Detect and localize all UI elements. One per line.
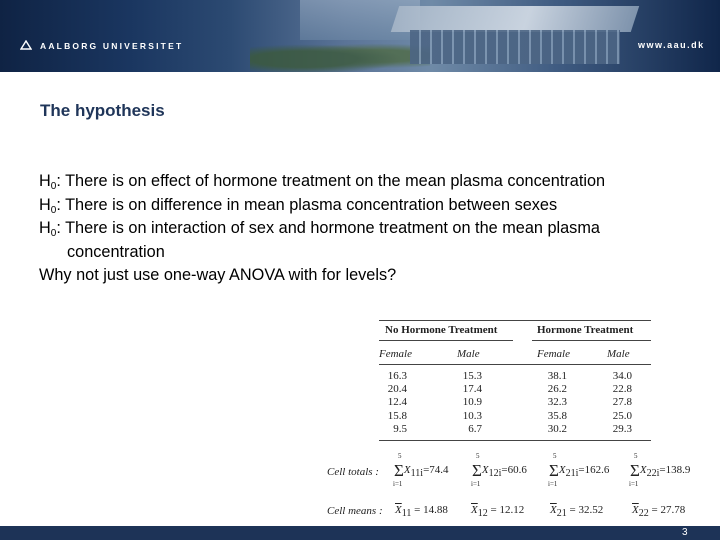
hypothesis-3	[39, 217, 699, 241]
page-number: 3	[682, 527, 688, 538]
total-subscript: 11i	[410, 468, 424, 479]
mean-subscript: 11	[401, 508, 412, 519]
summation-icon	[629, 452, 640, 488]
mean-subscript: 21	[556, 508, 567, 519]
table-cell: 10.3	[462, 409, 482, 422]
mean-subscript: 12	[477, 508, 488, 519]
university-logo-icon	[20, 40, 32, 50]
column-male-no-hormone	[452, 370, 482, 436]
banner-building-roof	[391, 6, 639, 32]
sum-lower-limit: i=1	[393, 480, 403, 488]
hypothesis-2-text: : There is on difference in mean plasma concentration between sexes	[56, 195, 558, 214]
total-var: X	[639, 464, 647, 476]
cell-total-22	[629, 452, 691, 488]
group-header-hormone: Hormone Treatment	[537, 324, 634, 336]
university-name: AALBORG UNIVERSITET	[40, 41, 184, 51]
table-cell: 16.3	[387, 370, 407, 382]
cell-total-11	[393, 452, 449, 488]
table-cell: 10.9	[462, 396, 482, 409]
mean-value: = 14.88	[414, 504, 448, 516]
sigma-glyph: Σ	[472, 461, 482, 480]
cell-means-label: Cell means :	[327, 505, 383, 517]
summation-icon	[471, 452, 482, 488]
sigma-glyph: Σ	[549, 461, 559, 480]
h0-subscript: 0	[50, 228, 57, 239]
mean-var: $\overline{X}$	[471, 504, 478, 516]
cell-totals-label: Cell totals :	[327, 466, 379, 478]
total-subscript: 21i	[565, 468, 579, 479]
hypothesis-2	[39, 194, 699, 218]
subheader-rule	[379, 364, 651, 365]
table-cell: 12.4	[387, 396, 407, 409]
hypothesis-3-text: : There is on interaction of sex and hormone treatment on the mean plasma	[56, 219, 600, 237]
mean-value: = 27.78	[651, 504, 686, 516]
cell-mean-11	[395, 504, 448, 519]
table-cell: 27.8	[612, 396, 632, 409]
hypothesis-1-text: : There is on effect of hormone treatment on the mean plasma concentration	[56, 172, 606, 190]
mean-var: $\overline{X}$	[632, 504, 639, 516]
summation-icon	[393, 452, 404, 488]
table-cell: 17.4	[462, 383, 482, 396]
summation-icon	[548, 452, 559, 488]
sum-lower-limit: i=1	[548, 480, 558, 488]
footer-bar	[0, 526, 720, 540]
table-cell: 29.3	[612, 422, 632, 435]
group-rule-hormone	[532, 340, 651, 341]
mean-var: $\overline{X}$	[550, 504, 557, 516]
mean-value: = 32.52	[569, 504, 604, 516]
table-cell: 26.2	[547, 383, 567, 396]
anova-question: Why not just use one-way ANOVA with for levels?	[39, 266, 397, 284]
slide-title: The hypothesis	[40, 101, 165, 120]
h0-subscript: 0	[50, 204, 57, 216]
table-cell: 6.7	[468, 422, 482, 435]
total-value: =162.6	[578, 464, 610, 476]
hypotheses-list	[39, 170, 699, 288]
mean-value: = 12.12	[490, 504, 525, 516]
total-subscript: 12i	[488, 468, 502, 479]
subheader-male-1: Male	[457, 348, 480, 360]
h0-subscript: 0	[50, 181, 57, 192]
sum-lower-limit: i=1	[471, 480, 481, 488]
cell-total-12	[471, 452, 527, 488]
cell-mean-21	[550, 504, 604, 519]
sigma-glyph: Σ	[394, 461, 404, 480]
total-value: =138.9	[659, 464, 691, 476]
h0-symbol: H	[39, 219, 51, 237]
group-header-no-hormone: No Hormone Treatment	[385, 324, 498, 336]
group-rule-no-hormone	[379, 340, 513, 341]
sum-upper-limit: 5	[476, 452, 480, 460]
table-cell: 15.8	[387, 409, 407, 422]
sum-upper-limit: 5	[634, 452, 638, 460]
table-cell: 25.0	[612, 409, 632, 422]
table-cell: 9.5	[393, 422, 407, 435]
table-cell: 38.1	[547, 370, 567, 382]
column-male-hormone	[602, 370, 632, 436]
table-top-rule	[379, 320, 651, 321]
hypothesis-3-continued: concentration	[67, 242, 165, 261]
website-url: www.aau.dk	[638, 40, 705, 50]
sum-upper-limit: 5	[553, 452, 557, 460]
banner-trees	[250, 40, 430, 72]
table-cell: 30.2	[547, 422, 567, 435]
total-value: =74.4	[423, 464, 449, 476]
header-banner	[0, 0, 720, 72]
cell-mean-22	[632, 504, 686, 519]
table-cell: 15.3	[462, 370, 482, 382]
total-var: X	[481, 464, 489, 476]
table-bottom-rule	[379, 440, 651, 441]
mean-subscript: 22	[638, 508, 649, 519]
sum-lower-limit: i=1	[629, 480, 639, 488]
table-cell: 20.4	[387, 383, 407, 396]
cell-total-21	[548, 452, 610, 488]
h0-symbol: H	[39, 195, 51, 214]
column-female-hormone	[537, 370, 567, 436]
hypothesis-1	[39, 170, 699, 194]
mean-var: $\overline{X}$	[395, 504, 402, 516]
total-value: =60.6	[501, 464, 527, 476]
table-cell: 34.0	[612, 370, 632, 382]
subheader-male-2: Male	[607, 348, 630, 360]
banner-building-facade	[410, 30, 620, 64]
data-table	[322, 318, 720, 526]
sigma-glyph: Σ	[630, 461, 640, 480]
h0-symbol: H	[39, 172, 51, 190]
subheader-female-2: Female	[537, 348, 570, 360]
column-female-no-hormone	[377, 370, 407, 436]
subheader-female-1: Female	[379, 348, 412, 360]
total-var: X	[558, 464, 566, 476]
table-cell: 22.8	[612, 383, 632, 396]
sum-upper-limit: 5	[398, 452, 402, 460]
total-subscript: 22i	[646, 468, 660, 479]
table-cell: 32.3	[547, 396, 567, 409]
table-cell: 35.8	[547, 409, 567, 422]
cell-mean-12	[471, 504, 525, 519]
total-var: X	[403, 464, 411, 476]
